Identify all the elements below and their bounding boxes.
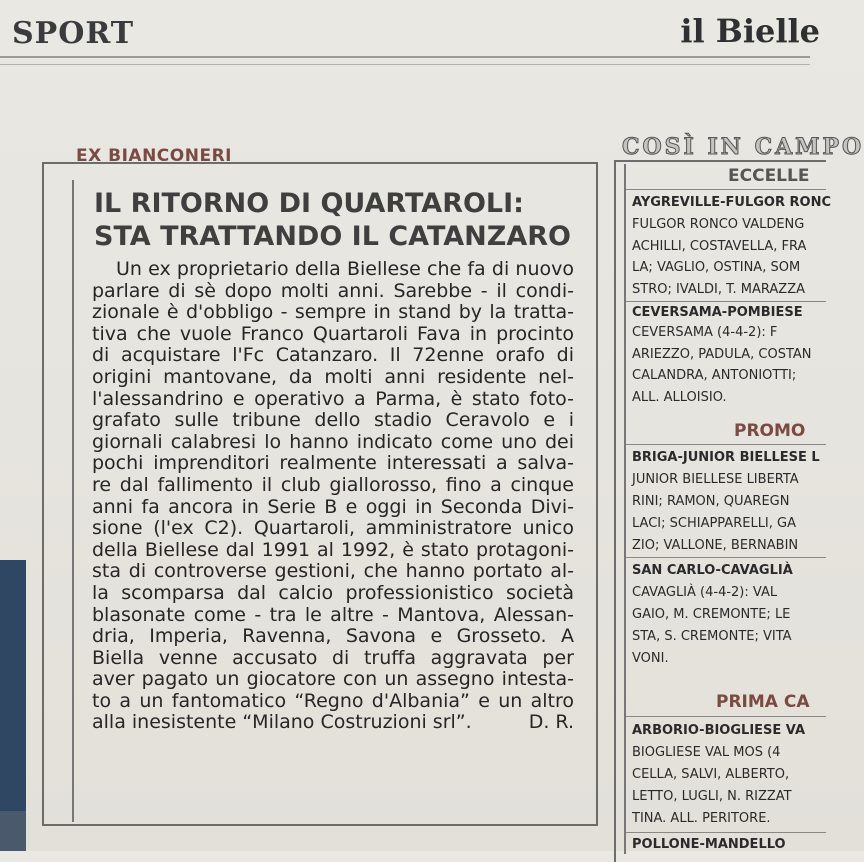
sidebar-line: STRO; IVALDI, T. MARAZZA: [632, 282, 805, 297]
sidebar-line: RINI; RAMON, QUAREGN: [632, 494, 790, 509]
body-line: origini mantovane, da molti anni residente nel-: [92, 365, 574, 388]
headline-line-2: STA TRATTANDO IL CATANZARO: [94, 221, 571, 252]
sidebar-line: ALL. ALLOISIO.: [632, 390, 727, 405]
body-line: aver pagato un giocatore con un assegno intesta-: [92, 668, 574, 691]
masthead-rule: [0, 56, 810, 58]
section-title: SPORT: [12, 16, 135, 51]
sidebar-line: ARBORIO-BIOGLIESE VA: [632, 723, 806, 738]
article-headline: [94, 187, 584, 253]
sidebar-line: ACHILLI, COSTAVELLA, FRA: [632, 239, 807, 254]
article-body: [92, 259, 574, 734]
sidebar-line: CALANDRA, ANTONIOTTI;: [632, 368, 797, 383]
sidebar-line: CAVAGLIÀ (4-4-2): VAL: [632, 585, 778, 600]
body-line: Biella venne accusato di truffa aggravata per: [92, 646, 574, 669]
sidebar-line: FULGOR RONCO VALDENG: [632, 217, 805, 232]
body-line: la scomparsa dal calcio professionistico società: [92, 581, 574, 604]
body-line: sione (l'ex C2). Quartaroli, amministratore unico: [92, 517, 574, 540]
sidebar-line: STA, S. CREMONTE; VITA: [632, 629, 792, 644]
body-line: pochi imprenditori realmente interessati a salva-: [92, 452, 574, 475]
body-line: giornali calabresi lo hanno indicato come uno dei: [92, 430, 574, 453]
body-line: anni fa ancora in Serie B e oggi in Seconda Divi-: [92, 495, 574, 518]
body-line: grafato sulle tribune dello stadio Ceravolo e i: [92, 409, 574, 432]
sidebar-divider: [626, 189, 826, 190]
sidebar-line: LACI; SCHIAPPARELLI, GA: [632, 516, 796, 531]
article-signature: D. R.: [528, 711, 574, 734]
sidebar-line: TINA. ALL. PERITORE.: [632, 811, 771, 826]
body-line: re dal fallimento il club giallorosso, fino a cinque: [92, 473, 574, 496]
sidebar-line: POLLONE-MANDELLO: [632, 837, 786, 852]
body-line: to a un fantomatico “Regno d'Albania” e un altro: [92, 689, 574, 712]
sidebar-line: CEVERSAMA-POMBIESE: [632, 305, 803, 320]
sidebar-line: CEVERSAMA (4-4-2): F: [632, 325, 778, 340]
sidebar-line: GAIO, M. CREMONTE; LE: [632, 607, 791, 622]
sidebar-line: LETTO, LUGLI, N. RIZZAT: [632, 789, 792, 804]
body-line: sta di controverse gestioni, che hanno portato al-: [92, 560, 574, 583]
sidebar-line: VONI.: [632, 651, 669, 666]
body-line: Un ex proprietario della Biellese che fa di nuovo: [116, 258, 574, 280]
body-line: alla inesistente “Milano Costruzioni srl”.: [92, 711, 472, 734]
sidebar-line: JUNIOR BIELLESE LIBERTA: [632, 472, 799, 487]
sidebar-section-eccellenza: ECCELLE: [728, 166, 810, 186]
article-kicker: EX BIANCONERI: [76, 146, 232, 166]
sidebar-line: AYGREVILLE-FULGOR RONC: [632, 195, 831, 210]
body-last-line: [92, 712, 574, 734]
body-line: tiva che vuole Franco Quartaroli Fava in procinto: [92, 322, 574, 345]
sidebar-section-prima-categoria: PRIMA CA: [716, 692, 810, 712]
newspaper-name: il Bielle: [680, 12, 820, 50]
sidebar-divider: [626, 832, 826, 833]
masthead-rule-thin: [0, 64, 810, 65]
body-line: zionale è d'obbligo - sempre in stand by la tratta-: [92, 301, 574, 324]
body-line: di acquistare l'Fc Catanzaro. Il 72enne orafo di: [92, 344, 574, 367]
body-line: parlare di sè dopo molti anni. Sarebbe - il condi-: [92, 279, 574, 302]
sidebar-line: LA; VAGLIO, OSTINA, SOM: [632, 260, 801, 275]
sidebar-divider: [626, 444, 826, 445]
sidebar-line: BRIGA-JUNIOR BIELLESE L: [632, 450, 820, 465]
sidebar-line: ZIO; VALLONE, BERNABIN: [632, 538, 799, 553]
sidebar-divider: [626, 557, 826, 558]
body-line: l'alessandrino e operativo a Parma, è stato foto-: [92, 387, 574, 410]
body-line: dria, Imperia, Ravenna, Savona e Grosseto. A: [92, 625, 574, 648]
sidebar-line: BIOGLIESE VAL MOS (4: [632, 745, 781, 760]
sidebar-section-promozione: PROMO: [734, 421, 806, 441]
background-edge-lower: [0, 811, 26, 851]
sidebar-title: COSÌ IN CAMPO: [622, 134, 864, 160]
body-line: blasonate come - tra le altre - Mantova, Alessan-: [92, 603, 574, 626]
sidebar-line: SAN CARLO-CAVAGLIÀ: [632, 563, 793, 578]
sidebar-line: ARIEZZO, PADULA, COSTAN: [632, 347, 812, 362]
sidebar-line: CELLA, SALVI, ALBERTO,: [632, 767, 790, 782]
background-edge: [0, 560, 26, 811]
headline-line-1: IL RITORNO DI QUARTAROLI:: [94, 188, 524, 219]
sidebar-divider: [626, 716, 826, 717]
body-line: della Biellese dal 1991 al 1992, è stato protagoni-: [92, 538, 574, 561]
